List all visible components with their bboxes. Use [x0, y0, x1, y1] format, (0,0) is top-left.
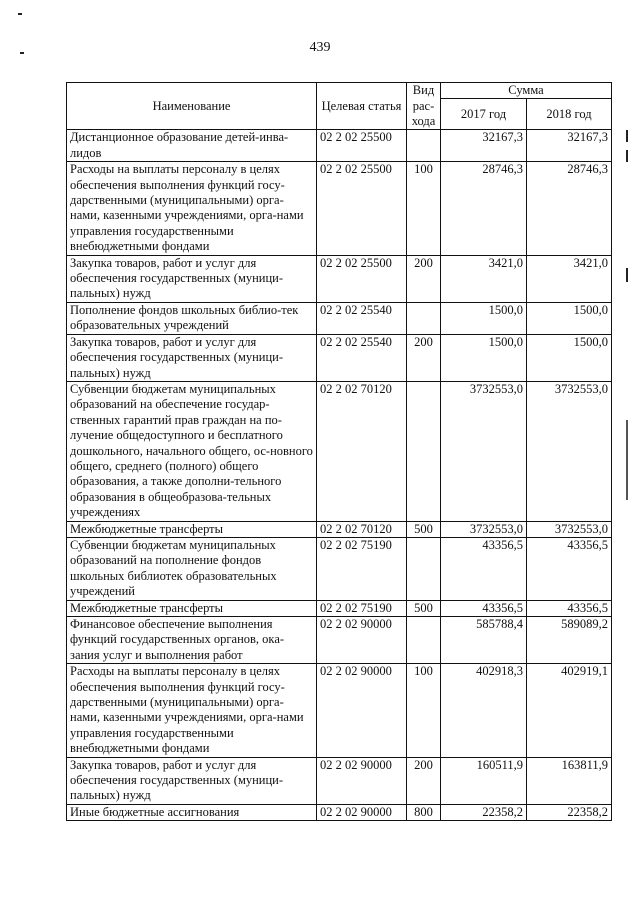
cell-name: Пополнение фондов школьных библио-тек образовательных учреждений — [67, 302, 317, 334]
cell-2017: 3732553,0 — [441, 521, 527, 537]
cell-vid — [407, 537, 441, 600]
table-row — [67, 521, 612, 537]
cell-2017: 585788,4 — [441, 617, 527, 664]
cell-2017: 43356,5 — [441, 537, 527, 600]
cell-2017: 22358,2 — [441, 804, 527, 820]
cell-2017: 3421,0 — [441, 255, 527, 302]
cell-code: 02 2 02 90000 — [317, 757, 407, 804]
header-sum: Сумма — [441, 83, 612, 99]
table-row — [67, 757, 612, 804]
cell-2017: 1500,0 — [441, 302, 527, 334]
table-row — [67, 664, 612, 757]
header-code: Целевая статья — [317, 83, 407, 130]
cell-name: Субвенции бюджетам муниципальных образований на пополнение фондов школьных библиотек образовательных учреждений — [67, 537, 317, 600]
cell-code: 02 2 02 25500 — [317, 255, 407, 302]
table-body — [67, 130, 612, 821]
cell-name: Дистанционное образование детей-инва-лидов — [67, 130, 317, 162]
cell-name: Субвенции бюджетам муниципальных образований на обеспечение государ-ственных гарантий прав граждан на по-лучение общедоступного и бесплатного дошкольного, начального общего, ос-новного общего, среднего (полного) общего образования, а также дополни-тельного образования в общеобразова-тельных учреждениях — [67, 381, 317, 521]
cell-2018: 28746,3 — [527, 162, 612, 255]
cell-2018: 3732553,0 — [527, 381, 612, 521]
table-row — [67, 302, 612, 334]
header-year-2018: 2018 год — [527, 99, 612, 130]
table-row — [67, 130, 612, 162]
cell-2017: 3732553,0 — [441, 381, 527, 521]
table-row — [67, 804, 612, 820]
budget-table — [66, 82, 612, 821]
scan-mark-top-left — [18, 13, 22, 15]
scan-mark-right-4 — [626, 420, 628, 500]
table-row — [67, 255, 612, 302]
table-row — [67, 600, 612, 616]
cell-code: 02 2 02 70120 — [317, 521, 407, 537]
cell-code: 02 2 02 90000 — [317, 804, 407, 820]
cell-2018: 1500,0 — [527, 302, 612, 334]
cell-2017: 1500,0 — [441, 334, 527, 381]
cell-vid: 200 — [407, 255, 441, 302]
cell-name: Закупка товаров, работ и услуг для обеспечения государственных (муници-пальных) нужд — [67, 757, 317, 804]
cell-vid: 100 — [407, 664, 441, 757]
cell-2018: 43356,5 — [527, 537, 612, 600]
cell-2017: 32167,3 — [441, 130, 527, 162]
cell-vid: 100 — [407, 162, 441, 255]
cell-code: 02 2 02 90000 — [317, 617, 407, 664]
scan-mark-right-3 — [626, 268, 628, 282]
cell-name: Закупка товаров, работ и услуг для обеспечения государственных (муници-пальных) нужд — [67, 255, 317, 302]
cell-name: Расходы на выплаты персоналу в целях обеспечения выполнения функций госу-дарственными (муниципальными) орга-нами, казенными учреждениями, орга-нами управления государственными внебюджетными фондами — [67, 664, 317, 757]
cell-code: 02 2 02 90000 — [317, 664, 407, 757]
cell-vid — [407, 381, 441, 521]
cell-code: 02 2 02 25500 — [317, 162, 407, 255]
page-number: 439 — [309, 40, 331, 55]
cell-name: Закупка товаров, работ и услуг для обеспечения государственных (муници-пальных) нужд — [67, 334, 317, 381]
cell-vid — [407, 617, 441, 664]
header-row — [67, 83, 612, 99]
cell-code: 02 2 02 25540 — [317, 334, 407, 381]
cell-code: 02 2 02 25500 — [317, 130, 407, 162]
scan-mark-right-2 — [626, 150, 628, 162]
cell-vid — [407, 302, 441, 334]
cell-code: 02 2 02 75190 — [317, 600, 407, 616]
header-vid: Вид рас-хода — [407, 83, 441, 130]
cell-2018: 1500,0 — [527, 334, 612, 381]
cell-2017: 28746,3 — [441, 162, 527, 255]
cell-vid: 500 — [407, 600, 441, 616]
cell-2018: 402919,1 — [527, 664, 612, 757]
cell-2018: 22358,2 — [527, 804, 612, 820]
cell-2018: 589089,2 — [527, 617, 612, 664]
cell-2017: 160511,9 — [441, 757, 527, 804]
header-name: Наименование — [67, 83, 317, 130]
cell-vid: 200 — [407, 757, 441, 804]
cell-name: Межбюджетные трансферты — [67, 600, 317, 616]
cell-name: Расходы на выплаты персоналу в целях обеспечения выполнения функций госу-дарственными (муниципальными) орга-нами, казенными учреждениями, орга-нами управления государственными внебюджетными фондами — [67, 162, 317, 255]
scan-mark-right-1 — [626, 130, 628, 142]
cell-code: 02 2 02 75190 — [317, 537, 407, 600]
table-row — [67, 617, 612, 664]
cell-vid: 500 — [407, 521, 441, 537]
header-year-2017: 2017 год — [441, 99, 527, 130]
cell-name: Межбюджетные трансферты — [67, 521, 317, 537]
cell-2017: 43356,5 — [441, 600, 527, 616]
cell-2018: 32167,3 — [527, 130, 612, 162]
cell-2018: 43356,5 — [527, 600, 612, 616]
cell-2018: 3732553,0 — [527, 521, 612, 537]
cell-vid: 800 — [407, 804, 441, 820]
cell-vid — [407, 130, 441, 162]
cell-vid: 200 — [407, 334, 441, 381]
table-row — [67, 162, 612, 255]
cell-2018: 163811,9 — [527, 757, 612, 804]
cell-name: Иные бюджетные ассигнования — [67, 804, 317, 820]
cell-2017: 402918,3 — [441, 664, 527, 757]
table-row — [67, 334, 612, 381]
cell-code: 02 2 02 70120 — [317, 381, 407, 521]
cell-name: Финансовое обеспечение выполнения функций государственных органов, ока-зания услуг и выполнения работ — [67, 617, 317, 664]
cell-2018: 3421,0 — [527, 255, 612, 302]
cell-code: 02 2 02 25540 — [317, 302, 407, 334]
table-row — [67, 381, 612, 521]
table-row — [67, 537, 612, 600]
